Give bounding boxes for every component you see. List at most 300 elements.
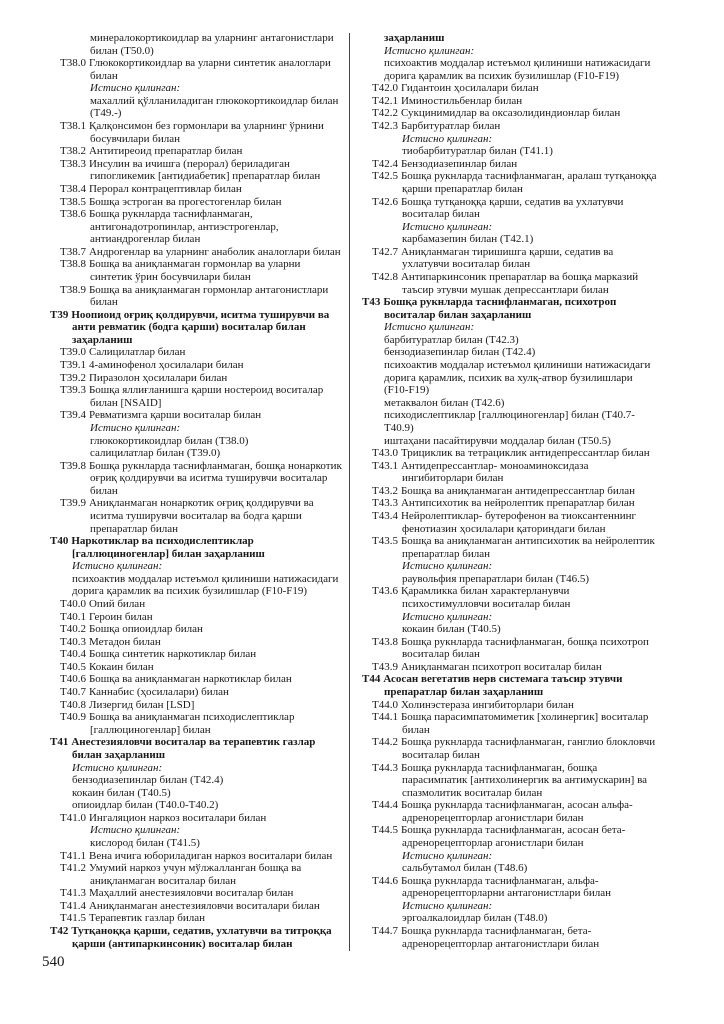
icd-code: T40.7	[60, 686, 86, 699]
subcategory-line	[50, 686, 346, 699]
line-text: Бошқа парасимпатомиметик [холинергик] воситалар	[400, 711, 649, 724]
line-text: салицилатлар билан (T39.0)	[90, 447, 221, 460]
exclusion-item	[362, 397, 692, 410]
subcategory-continuation	[362, 548, 692, 561]
category-heading-continuation	[362, 32, 692, 45]
icd-code: T40.6	[60, 673, 86, 686]
icd-code: T39.2	[60, 371, 86, 384]
icd-code: T40.5	[60, 660, 86, 673]
exclusion-item	[50, 585, 346, 598]
exclusion-item	[362, 623, 692, 636]
line-text: Бошқа тутқаноққа қарши, седатив ва ухлатувчи	[400, 195, 624, 208]
line-text: парасимпатик [антихолинергик ва антимускарин] ва	[402, 774, 648, 787]
subcategory-line	[362, 485, 692, 498]
exclusion-item	[362, 359, 692, 372]
line-text: Истисно қилинган:	[90, 824, 181, 837]
line-text: Истисно қилинган:	[402, 560, 493, 573]
subcategory-line	[362, 661, 692, 674]
subcategory-continuation	[50, 523, 346, 536]
icd-code: T42.2	[372, 107, 398, 120]
icd-code: T42.8	[372, 270, 398, 283]
subcategory-continuation	[362, 472, 692, 485]
subcategory-line	[50, 850, 346, 863]
line-text: Лизергид билан [LSD]	[88, 698, 195, 711]
line-text: бензодиазепинлар билан (T42.4)	[72, 774, 224, 787]
icd-code: T43.1	[372, 459, 398, 472]
icd-code: T40.2	[60, 623, 86, 636]
icd-code: T42.1	[372, 94, 398, 107]
exclusion-item	[362, 384, 692, 397]
line-text: таъсир этувчи мушак депрессантлари билан	[402, 283, 609, 296]
exclusion-item	[362, 372, 692, 385]
icd-code: T43.6	[372, 585, 398, 598]
subcategory-continuation	[362, 598, 692, 611]
icd-code: T39.9	[60, 497, 86, 510]
line-text: Бошқа ва аниқланмаган психодислептиклар	[88, 711, 295, 724]
subcategory-continuation	[50, 296, 346, 309]
exclusion-label	[362, 321, 692, 334]
line-text: Истисно қилинган:	[90, 82, 181, 95]
line-text: ухлатувчи воситалар билан	[402, 258, 531, 271]
category-heading-continuation	[50, 548, 346, 561]
line-text: Наркотиклар ва психодислептиклар	[71, 535, 254, 548]
line-text: Барбитуратлар билан	[400, 120, 501, 133]
line-text: махаллий қўлланиладиган глюкокортикоидлар билан	[90, 94, 339, 107]
line-text: иштаҳани пасайтирувчи моддалар билан (T50.5)	[384, 434, 611, 447]
line-text: Бошқа рукнларда таснифланмаган, бошқа психотроп	[400, 635, 649, 648]
icd-code: T38.8	[60, 258, 86, 271]
icd-code: T38.2	[60, 145, 86, 158]
subcategory-line	[362, 585, 692, 598]
page-number: 540	[42, 954, 65, 970]
line-text: Бошқа ва аниқланмаган антидепрессантлар билан	[400, 484, 636, 497]
icd-code: T39.0	[60, 346, 86, 359]
line-text: Андрогенлар ва уларнинг анаболик аналоглари билан	[88, 245, 341, 258]
icd-code: T38.6	[60, 208, 86, 221]
subcategory-line	[50, 359, 346, 372]
exclusion-item	[50, 837, 346, 850]
line-text: Истисно қилинган:	[402, 899, 493, 912]
subcategory-continuation	[362, 749, 692, 762]
subcategory-line	[50, 409, 346, 422]
line-text: Иминостильбенлар билан	[400, 94, 523, 107]
line-text: қарши (антипаркинсоник) воситалар билан	[72, 937, 293, 950]
exclusion-item	[50, 435, 346, 448]
icd-code: T43.8	[372, 635, 398, 648]
icd-code: T43.2	[372, 484, 398, 497]
subcategory-line	[50, 887, 346, 900]
line-text: билан	[402, 723, 430, 736]
icd-code: T38.5	[60, 195, 86, 208]
icd-code: T40.0	[60, 598, 86, 611]
line-text: препаратлар билан	[402, 547, 491, 560]
icd-code: T43.4	[372, 509, 398, 522]
icd-code: T44.6	[372, 874, 398, 887]
line-text: Истисно қилинган:	[90, 421, 181, 434]
line-text: билан (T50.0)	[90, 44, 154, 57]
exclusion-item	[362, 435, 692, 448]
icd-code: T44.2	[372, 736, 398, 749]
line-text: психоактив моддалар истеъмол қилиниши натижасидаги	[384, 57, 651, 70]
icd-code: T38.3	[60, 157, 86, 170]
exclusion-item	[50, 32, 346, 45]
line-text: Истисно қилинган:	[402, 132, 493, 145]
line-text: ингибиторлари билан	[402, 472, 504, 485]
subcategory-continuation	[50, 233, 346, 246]
subcategory-line	[362, 460, 692, 473]
category-heading-continuation	[50, 321, 346, 334]
category-heading	[50, 535, 346, 548]
exclusion-item	[50, 45, 346, 58]
subcategory-line	[50, 258, 346, 271]
exclusion-label	[50, 824, 346, 837]
line-text: T40.9)	[384, 421, 414, 434]
subcategory-continuation	[50, 510, 346, 523]
subcategory-line	[362, 925, 692, 938]
line-text: Гидантоин ҳосилалари билан	[400, 82, 539, 95]
line-text: Қалқонсимон без гормонлари ва уларнинг ўрнини	[88, 120, 324, 133]
exclusion-label	[362, 560, 692, 573]
subcategory-line	[50, 208, 346, 221]
exclusion-item	[50, 573, 346, 586]
exclusion-item	[362, 233, 692, 246]
line-text: Бошқа рукнларда таснифланмаган, ганглио блокловчи	[400, 736, 656, 749]
line-text: анти ревматик (бодга қарши) воситалар билан	[72, 321, 306, 334]
line-text: (T49.-)	[90, 107, 122, 120]
line-text: воситалар билан заҳарланиш	[384, 308, 532, 321]
line-text: воситалар билан	[402, 748, 480, 761]
icd-code: T43.0	[372, 447, 398, 460]
subcategory-continuation	[50, 221, 346, 234]
exclusion-item	[362, 57, 692, 70]
line-text: адренорецепторлар агонистлари билан	[402, 811, 584, 824]
subcategory-line	[50, 661, 346, 674]
exclusion-item	[362, 145, 692, 158]
line-text: дорига қарамлик ва психик бузилишлар (F10-F19)	[384, 69, 620, 82]
line-text: воситалар билан	[402, 648, 480, 661]
line-text: Истисно қилинган:	[402, 610, 493, 623]
exclusion-label	[50, 82, 346, 95]
subcategory-line	[50, 611, 346, 624]
line-text: эргоалкалоидлар билан (T48.0)	[402, 912, 548, 925]
icd-code: T42.3	[372, 120, 398, 133]
subcategory-line	[362, 762, 692, 775]
line-text: кокаин билан (T40.5)	[72, 786, 171, 799]
subcategory-line	[362, 799, 692, 812]
line-text: Бензодиазепинлар билан	[400, 157, 518, 170]
icd-code: T41.0	[60, 811, 86, 824]
subcategory-continuation	[362, 812, 692, 825]
line-text: Бошқа яллиғланишга қарши ностероид воситалар	[88, 384, 324, 397]
line-text: оғриқ қолдирувчи ва иситма туширувчи воситалар	[90, 472, 328, 485]
subcategory-continuation	[362, 887, 692, 900]
line-text: Бошқа рукнларда таснифланмаган, бошқа нонаркотик	[88, 459, 342, 472]
line-text: Аниқланмаган нонаркотик оғриқ қолдирувчи ва	[88, 497, 314, 510]
line-text: Героин билан	[88, 610, 153, 623]
icd-code: T44.7	[372, 925, 398, 938]
category-heading-continuation	[50, 334, 346, 347]
subcategory-continuation	[362, 648, 692, 661]
icd-code: T44.1	[372, 711, 398, 724]
subcategory-continuation	[362, 787, 692, 800]
line-text: психостимулловчи воситалар билан	[402, 598, 571, 611]
exclusion-label	[50, 422, 346, 435]
line-text: метаквалон билан (T42.6)	[384, 396, 505, 409]
line-text: Аниқланмаган психотроп воситалар билан	[400, 660, 602, 673]
icd-code: T41.3	[60, 887, 86, 900]
line-text: Инсулин ва ичишга (перорал) бериладиган	[88, 157, 290, 170]
line-text: иситма туширувчи воситалар ва бодга қарши	[90, 509, 302, 522]
subcategory-line	[362, 82, 692, 95]
line-text: Бошқа рукнларда таснифланмаган, альфа-	[400, 874, 599, 887]
line-text: Бошқа рукнларда таснифланмаган, асосан альфа-	[400, 799, 633, 812]
line-text: Пиразолон ҳосилалари билан	[88, 371, 228, 384]
subcategory-line	[50, 120, 346, 133]
icd-code: T39.1	[60, 359, 86, 372]
line-text: тиобарбитуратлар билан (T41.1)	[402, 145, 553, 158]
icd-code: T39.3	[60, 384, 86, 397]
line-text: препаратлар билан	[90, 522, 179, 535]
icd-code: T44.0	[372, 698, 398, 711]
icd-code: T38.7	[60, 245, 86, 258]
line-text: синтетик ўрин босувчилари билан	[90, 270, 251, 283]
line-text: Умумий наркоз учун мўлжалланган бошқа ва	[88, 862, 302, 875]
icd-code: T42.4	[372, 157, 398, 170]
line-text: билан [NSAID]	[90, 396, 162, 409]
line-text: Салицилатлар билан	[88, 346, 186, 359]
line-text: Холинэстераза ингибиторлари билан	[400, 698, 574, 711]
line-text: билан	[90, 296, 118, 309]
category-heading	[50, 309, 346, 322]
line-text: барбитуратлар билан (T42.3)	[384, 333, 519, 346]
icd-code: T43	[362, 296, 381, 309]
subcategory-line	[362, 636, 692, 649]
exclusion-item	[362, 862, 692, 875]
line-text: адренорецепторларни антагонистлари билан	[402, 887, 611, 900]
line-text: дорига қарамлик ва психик бузилишлар (F10-F19)	[72, 585, 308, 598]
icd-code: T41.2	[60, 862, 86, 875]
line-text: заҳарланиш	[72, 333, 133, 346]
subcategory-continuation	[50, 133, 346, 146]
line-text: Кокаин билан	[88, 660, 154, 673]
line-text: адренорецепторлар антагонистлари билан	[402, 937, 600, 950]
line-text: Аниқланмаган тиришишга қарши, седатив ва	[400, 245, 614, 258]
subcategory-continuation	[362, 208, 692, 221]
line-text: Бошқа рукнларда таснифланмаган, асосан бета-	[400, 824, 626, 837]
subcategory-continuation	[362, 258, 692, 271]
line-text: Бошқа рукнларда таснифланмаган, бошқа	[400, 761, 598, 774]
line-text: Каннабис (ҳосилалари) билан	[88, 686, 229, 699]
icd-code: T43.9	[372, 660, 398, 673]
category-heading-continuation	[50, 749, 346, 762]
line-text: Антипсихотик ва нейролептик препаратлар билан	[400, 497, 635, 510]
subcategory-line	[362, 736, 692, 749]
subcategory-line	[362, 246, 692, 259]
subcategory-continuation	[50, 397, 346, 410]
line-text: Аниқланмаган анестезияловчи воситалари билан	[88, 899, 320, 912]
subcategory-line	[362, 120, 692, 133]
icd-code: T39	[50, 308, 69, 321]
icd-code: T44	[362, 673, 381, 686]
line-text: Вена ичига юбориладиган наркоз воситалари билан	[88, 849, 333, 862]
line-text: гипогликемик [антидиабетик] препаратлар билан	[90, 170, 321, 183]
line-text: дорига қарамлик, психик ва хулқ-атвор бузилишлари	[384, 371, 633, 384]
line-text: [галлюциногенлар] билан заҳарланиш	[72, 547, 265, 560]
subcategory-line	[362, 196, 692, 209]
icd-code: T41.1	[60, 849, 86, 862]
icd-code: T40.4	[60, 648, 86, 661]
subcategory-continuation	[362, 774, 692, 787]
subcategory-continuation	[50, 485, 346, 498]
line-text: Истисно қилинган:	[384, 321, 475, 334]
subcategory-line	[50, 912, 346, 925]
line-text: Қарамликка билан характерланувчи	[400, 585, 570, 598]
icd-code: T44.4	[372, 799, 398, 812]
category-heading-continuation	[362, 309, 692, 322]
subcategory-line	[50, 862, 346, 875]
subcategory-line	[362, 95, 692, 108]
icd-code: T41.4	[60, 899, 86, 912]
line-text: Асосан вегетатив нерв системага таъсир этувчи	[383, 673, 623, 686]
line-text: препаратлар билан заҳарланиш	[384, 686, 544, 699]
left-column	[50, 32, 346, 950]
line-text: билан заҳарланиш	[72, 748, 165, 761]
subcategory-continuation	[362, 724, 692, 737]
line-text: Бошқа синтетик наркотиклар билан	[88, 648, 257, 661]
line-text: психодислептиклар [галлюциногенлар] билан (T40.7-	[384, 409, 635, 422]
line-text: сальбутамол билан (T48.6)	[402, 862, 528, 875]
icd-code: T38.9	[60, 283, 86, 296]
subcategory-continuation	[50, 724, 346, 737]
icd-code: T38.1	[60, 120, 86, 133]
exclusion-label	[362, 611, 692, 624]
subcategory-line	[362, 510, 692, 523]
exclusion-label	[362, 900, 692, 913]
line-text: Бошқа ва аниқланмаган гормонлар ва уларни	[88, 258, 301, 271]
line-text: Глюкокортикоидлар ва уларни синтетик аналоглари	[88, 57, 331, 70]
subcategory-line	[50, 57, 346, 70]
exclusion-item	[50, 447, 346, 460]
subcategory-line	[50, 384, 346, 397]
exclusion-label	[362, 221, 692, 234]
line-text: Перорал контрацептивлар билан	[88, 182, 242, 195]
subcategory-line	[50, 497, 346, 510]
line-text: босувчилари билан	[90, 132, 181, 145]
category-heading	[50, 925, 346, 938]
exclusion-item	[50, 107, 346, 120]
subcategory-continuation	[362, 523, 692, 536]
subcategory-continuation	[362, 183, 692, 196]
line-text: аниқланмаган воситалар билан	[90, 874, 237, 887]
line-text: минералокортикоидлар ва уларнинг антагонистлари	[90, 32, 334, 44]
subcategory-continuation	[362, 837, 692, 850]
line-text: психоактив моддалар истеъмол қилиниши натижасидаги	[384, 359, 651, 372]
exclusion-item	[362, 422, 692, 435]
subcategory-line	[50, 623, 346, 636]
exclusion-item	[50, 95, 346, 108]
subcategory-continuation	[362, 284, 692, 297]
line-text: Бошқа рукнларда таснифланмаган, психотроп	[383, 296, 617, 309]
icd-code: T43.3	[372, 497, 398, 510]
exclusion-item	[362, 573, 692, 586]
line-text: [галлюциногенлар] билан	[90, 723, 211, 736]
line-text: Истисно қилинган:	[402, 849, 493, 862]
line-text: Тутқаноққа қарши, седатив, ухлатувчи ва титроққа	[71, 925, 332, 938]
line-text: Ревматизмга қарши воситалар билан	[88, 409, 262, 422]
line-text: Антидепрессантлар- моноаминоксидаза	[400, 459, 589, 472]
icd-code: T40.8	[60, 698, 86, 711]
subcategory-continuation	[50, 472, 346, 485]
subcategory-line	[50, 372, 346, 385]
line-text: Бошқа рукнларда таснифланмаган, аралаш тутқаноққа	[400, 170, 657, 183]
subcategory-line	[362, 497, 692, 510]
line-text: фенотиазин ҳосилалари қаториндаги билан	[402, 522, 606, 535]
line-text: билан	[90, 69, 118, 82]
exclusion-item	[50, 774, 346, 787]
subcategory-line	[362, 170, 692, 183]
line-text: Бошқа эстроган ва прогестогенлар билан	[88, 195, 282, 208]
line-text: кокаин билан (T40.5)	[402, 623, 501, 636]
subcategory-line	[362, 699, 692, 712]
subcategory-line	[50, 183, 346, 196]
line-text: Сукцинимидлар ва оксазолидиндионлар билан	[400, 107, 621, 120]
subcategory-continuation	[50, 70, 346, 83]
line-text: Истисно қилинган:	[402, 220, 493, 233]
category-heading	[362, 296, 692, 309]
exclusion-label	[362, 133, 692, 146]
subcategory-line	[50, 648, 346, 661]
subcategory-line	[362, 711, 692, 724]
icd-code: T44.5	[372, 824, 398, 837]
line-text: Бошқа рукнларда таснифланмаган,	[88, 208, 253, 221]
line-text: адренорецепторлар агонистлари билан	[402, 837, 584, 849]
subcategory-line	[362, 824, 692, 837]
subcategory-line	[362, 107, 692, 120]
icd-code: T39.4	[60, 409, 86, 422]
icd-code: T40.9	[60, 711, 86, 724]
line-text: Истисно қилинган:	[384, 44, 475, 57]
line-text: Бошқа ва аниқланмаган наркотиклар билан	[88, 673, 292, 686]
subcategory-continuation	[362, 938, 692, 951]
exclusion-item	[50, 799, 346, 812]
line-text: спазмолитик воситалар билан	[402, 786, 543, 799]
icd-code: T41.5	[60, 912, 86, 925]
subcategory-line	[362, 535, 692, 548]
subcategory-line	[50, 460, 346, 473]
subcategory-line	[362, 158, 692, 171]
subcategory-continuation	[50, 170, 346, 183]
line-text: антигонадотропинлар, антиэстрогенлар,	[90, 220, 279, 233]
icd-code: T44.3	[372, 761, 398, 774]
line-text: опиоидлар билан (T40.0-T40.2)	[72, 799, 219, 812]
line-text: Трициклик ва тетрациклик антидепрессантлар билан	[400, 447, 650, 460]
line-text: Анестезияловчи воситалар ва терапевтик газлар	[71, 736, 316, 749]
subcategory-line	[50, 699, 346, 712]
line-text: Ноопиоид оғриқ қолдирувчи, иситма туширувчи ва	[71, 308, 330, 321]
exclusion-item	[362, 334, 692, 347]
subcategory-line	[50, 284, 346, 297]
line-text: Нейролептиклар- бутерофенон ва тиоксантеннинг	[400, 509, 637, 522]
line-text: Опий билан	[88, 598, 146, 611]
icd-code: T38.0	[60, 57, 86, 70]
icd-code: T42.6	[372, 195, 398, 208]
line-text: раувольфия препаратлари билан (T46.5)	[402, 572, 590, 585]
right-column	[362, 32, 692, 950]
exclusion-item	[50, 787, 346, 800]
category-heading	[362, 673, 692, 686]
line-text: Метадон билан	[88, 635, 161, 648]
exclusion-item	[362, 346, 692, 359]
